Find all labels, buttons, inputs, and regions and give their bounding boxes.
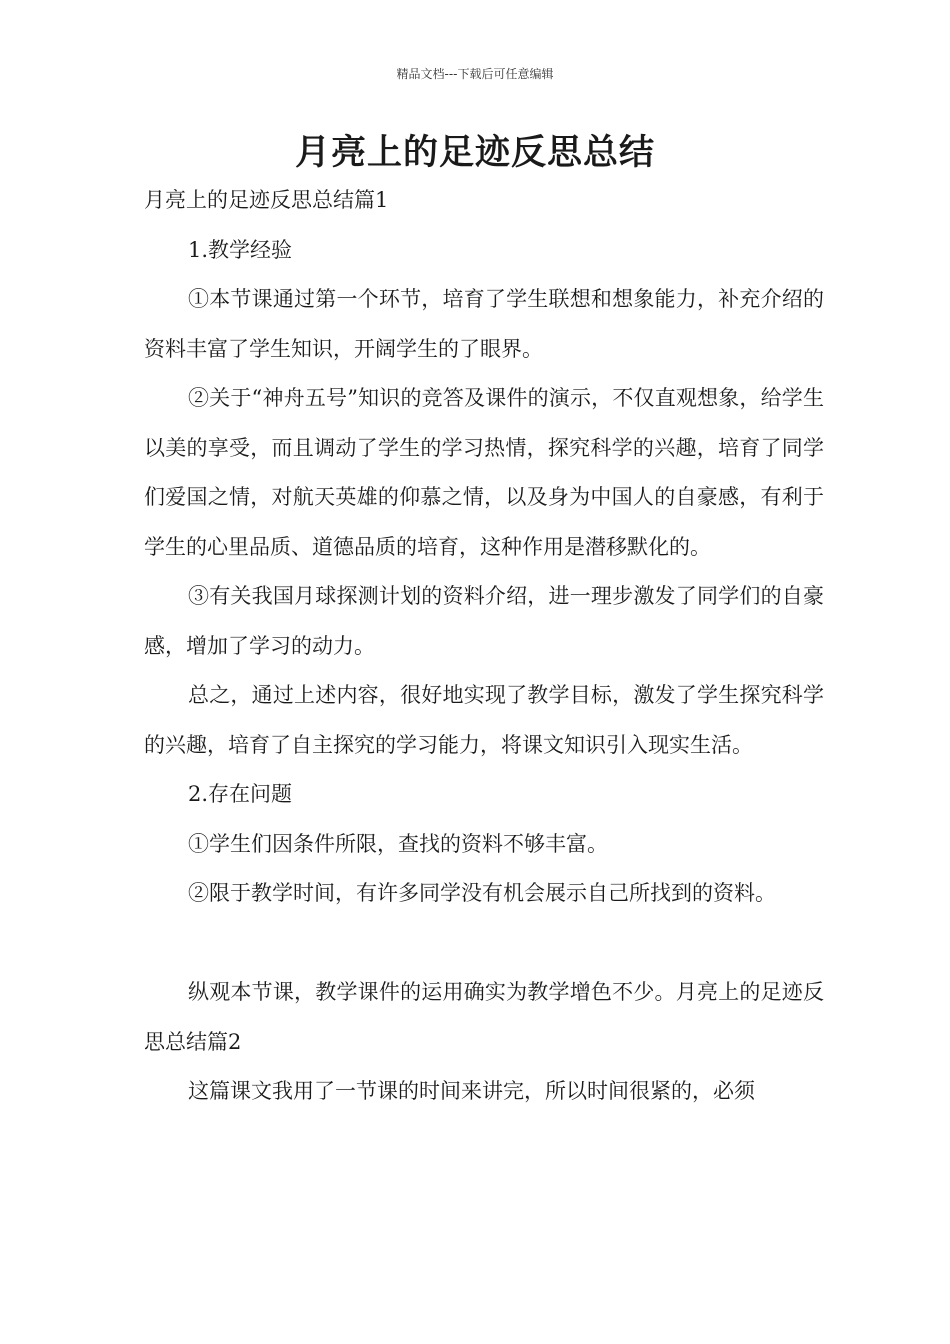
paragraph-point-2: ②关于“神舟五号”知识的竞答及课件的演示，不仅直观想象，给学生以美的享受，而且调动了学生的学习热情，探究科学的兴趣，培育了同学们爱国之情，对航天英雄的仰慕之情，以及身为中国人的自豪感，有利于学生的心里品质、道德品质的培育，这种作用是潜移默化的。 — [144, 386, 824, 559]
paragraph-point-1: ①本节课通过第一个环节，培育了学生联想和想象能力，补充介绍的资料丰富了学生知识，开阔学生的了眼界。 — [144, 287, 824, 361]
blank-line — [144, 919, 824, 969]
paragraph-problem-2: ②限于教学时间，有许多同学没有机会展示自己所找到的资料。 — [188, 881, 776, 905]
document-title: 月亮上的足迹反思总结 — [294, 133, 655, 173]
header-note: 精品文档---下载后可任意编辑 — [396, 67, 554, 81]
paragraph-section-2-start: 这篇课文我用了一节课的时间来讲完，所以时间很紧的，必须 — [188, 1079, 755, 1103]
paragraph-problem-1: ①学生们因条件所限，查找的资料不够丰富。 — [188, 831, 608, 856]
paragraph-summary: 总之，通过上述内容，很好地实现了教学目标，激发了学生探究科学的兴趣，培育了自主探究的学习能力，将课文知识引入现实生活。 — [144, 683, 824, 757]
document-body — [144, 176, 824, 1117]
subheading-existing-problems: 2.存在问题 — [188, 782, 293, 806]
subheading-teaching-experience: 1.教学经验 — [188, 237, 293, 262]
section-heading-1: 月亮上的足迹反思总结篇1 — [144, 188, 389, 212]
paragraph-overview: 纵观本节课，教学课件的运用确实为教学增色不少。月亮上的足迹反思总结篇2 — [144, 980, 824, 1054]
paragraph-point-3: ③有关我国月球探测计划的资料介绍，进一理步激发了同学们的自豪感，增加了学习的动力。 — [144, 584, 824, 658]
